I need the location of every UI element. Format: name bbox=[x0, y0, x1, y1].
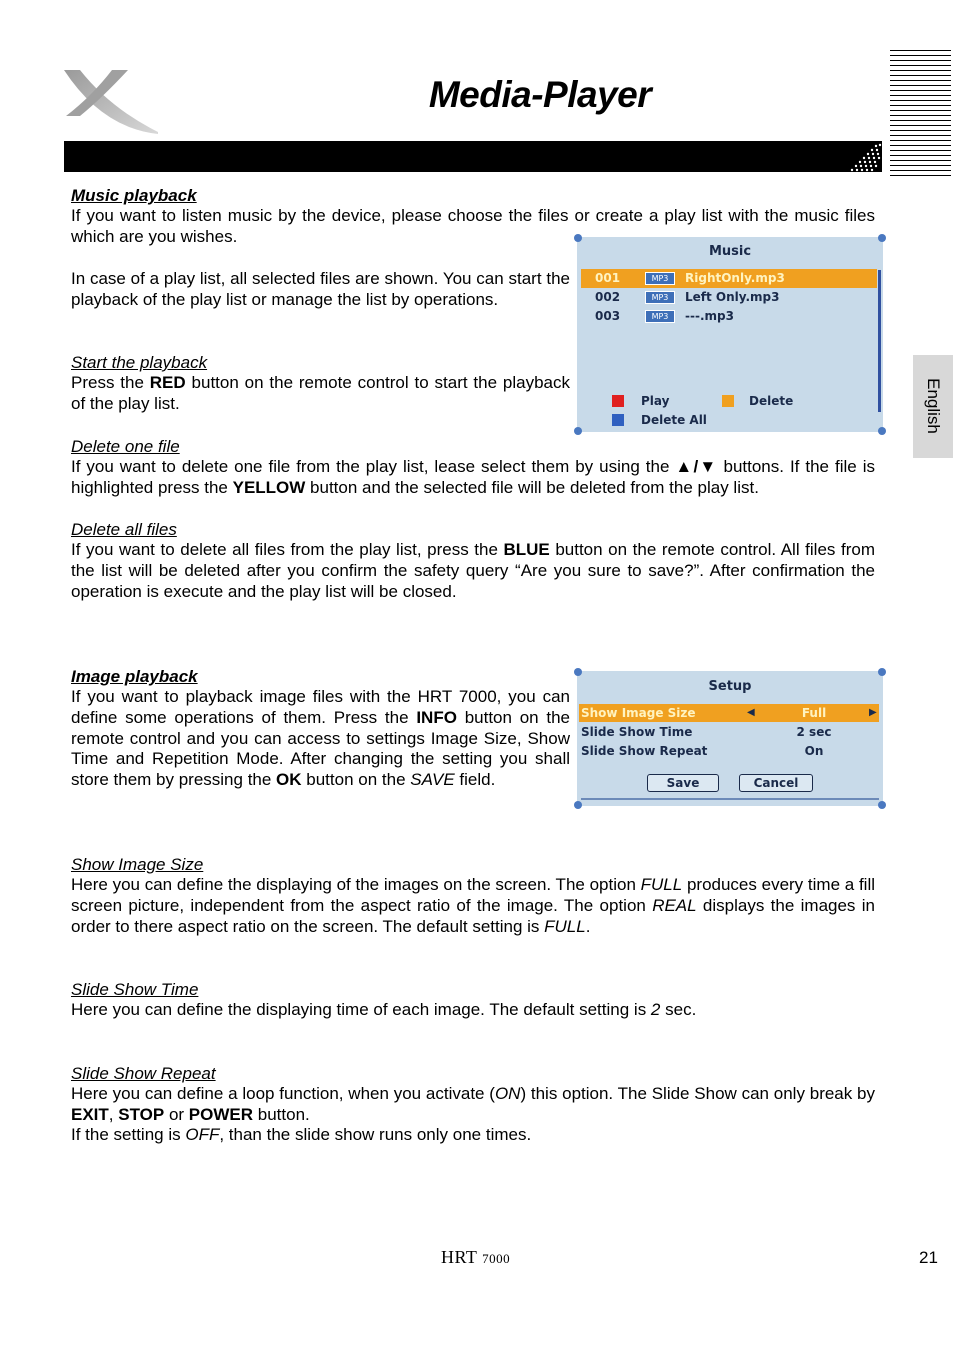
corner-icon bbox=[574, 801, 582, 809]
mp3-icon: MP3 bbox=[645, 272, 675, 285]
delete-all-key-label: Delete All bbox=[641, 413, 707, 427]
arrow-right-icon[interactable]: ▶ bbox=[869, 707, 877, 718]
arrow-left-icon[interactable]: ◀ bbox=[747, 707, 755, 718]
music-intro: If you want to listen music by the device, please choose the files or create a play list with the music files which are you wishes. bbox=[71, 206, 875, 246]
setup-screen-title: Setup bbox=[708, 679, 752, 694]
scrollbar[interactable] bbox=[878, 270, 881, 412]
corner-icon bbox=[878, 801, 886, 809]
page-number: 21 bbox=[919, 1248, 938, 1267]
delete-all-text: If you want to delete all files from the play list, press the BLUE button on the remote control. All files from the list will be deleted after you confirm the safety query “Are you sure to save?”. After confirmation the operation is execute and the play list will be closed. bbox=[71, 540, 875, 601]
show-image-size-text: Here you can define the displaying of the images on the screen. The option FULL produces every time a fill screen picture, independent from the aspect ratio of the image. The option REAL displays the images in order to there aspect ratio on the screen. The default setting is FULL. bbox=[71, 875, 875, 936]
language-label: English bbox=[924, 378, 943, 434]
corner-icon bbox=[878, 234, 886, 242]
yellow-key-icon bbox=[722, 395, 734, 407]
start-playback-text: Press the RED button on the remote control to start the playback of the play list. bbox=[71, 373, 570, 413]
list-item[interactable]: 003 MP3 ---.mp3 bbox=[595, 309, 734, 323]
cancel-button[interactable]: Cancel bbox=[739, 774, 813, 792]
dot-pattern-icon bbox=[842, 141, 882, 172]
play-key-label: Play bbox=[641, 394, 670, 408]
setting-row-repeat[interactable]: Slide Show Repeat On bbox=[581, 744, 824, 758]
corner-icon bbox=[574, 668, 582, 676]
delete-key-label: Delete bbox=[749, 394, 794, 408]
page-title: Media-Player bbox=[428, 74, 652, 115]
corner-icon bbox=[878, 427, 886, 435]
image-playback-heading: Image playback bbox=[71, 667, 198, 686]
mp3-icon: MP3 bbox=[645, 291, 675, 304]
corner-icon bbox=[574, 427, 582, 435]
corner-icon bbox=[574, 234, 582, 242]
delete-all-heading: Delete all files bbox=[71, 520, 177, 539]
slide-show-repeat-heading: Slide Show Repeat bbox=[71, 1064, 216, 1083]
save-button[interactable]: Save bbox=[647, 774, 719, 792]
setup-screen bbox=[577, 671, 883, 806]
setting-row-image-size[interactable]: Show Image Size ◀ Full ▶ bbox=[579, 704, 879, 722]
slide-show-time-heading: Slide Show Time bbox=[71, 980, 199, 999]
red-key-icon bbox=[612, 395, 624, 407]
playlist-text: In case of a play list, all selected files are shown. You can start the playback of the play list or manage the list by operations. bbox=[71, 269, 570, 309]
mp3-icon: MP3 bbox=[645, 310, 675, 323]
slide-show-repeat-text: Here you can define a loop function, when you activate (ON) this option. The Slide Show can only break by EXIT, STOP or POWER button. bbox=[71, 1084, 875, 1124]
list-item[interactable]: 002 MP3 Left Only.mp3 bbox=[595, 290, 780, 304]
setting-row-show-time[interactable]: Slide Show Time 2 sec bbox=[581, 725, 832, 739]
delete-one-heading: Delete one file bbox=[71, 437, 180, 456]
footer-model: HRT 7000 bbox=[441, 1247, 511, 1267]
divider bbox=[581, 798, 879, 800]
show-image-size-heading: Show Image Size bbox=[71, 855, 204, 874]
music-playback-heading: Music playback bbox=[71, 186, 197, 205]
header-bar bbox=[64, 141, 882, 172]
slide-show-time-text: Here you can define the displaying time of each image. The default setting is 2 sec. bbox=[71, 1000, 697, 1019]
music-screen-title: Music bbox=[708, 244, 752, 259]
decorative-stripes bbox=[890, 50, 951, 178]
delete-one-text: If you want to delete one file from the play list, lease select them by using the ▲/▼ buttons. If the file is highlighted press the YELLOW button and the selected file will be deleted from the play list. bbox=[71, 457, 875, 497]
music-screen bbox=[577, 237, 883, 432]
list-item[interactable]: 001 MP3 RightOnly.mp3 bbox=[581, 269, 877, 288]
slide-show-repeat-off-text: If the setting is OFF, than the slide show runs only one times. bbox=[71, 1125, 532, 1144]
image-playback-text: If you want to playback image files with the HRT 7000, you can define some operations of them. Press the INFO button on the remote control and you can access to settings Image Size, Show Time and Repetition Mode. After changing the setting you shall store them by pressing the OK button on the SAVE field. bbox=[71, 687, 570, 790]
blue-key-icon bbox=[612, 414, 624, 426]
start-playback-heading: Start the playback bbox=[71, 353, 208, 372]
corner-icon bbox=[878, 668, 886, 676]
